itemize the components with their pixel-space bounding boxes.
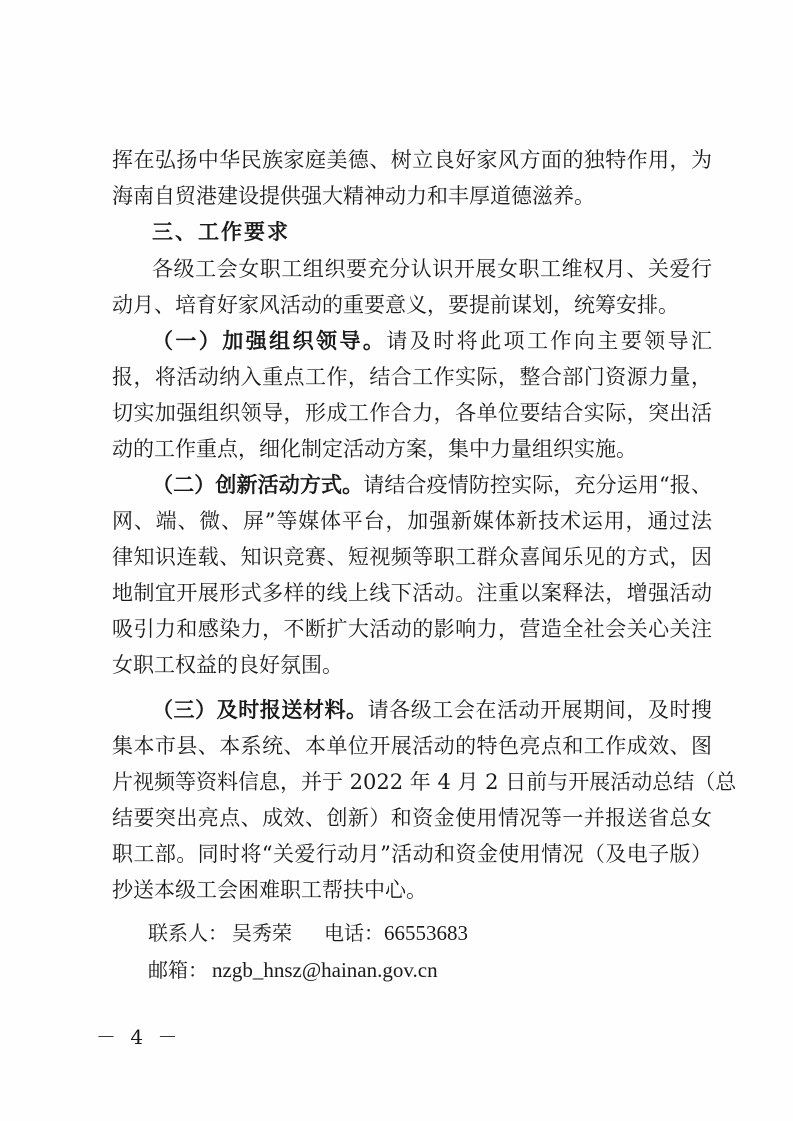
- contact-phone-value: 66553683: [384, 921, 468, 945]
- paragraph-line: 吸引力和感染力，不断扩大活动的影响力，营造全社会关心关注: [112, 617, 712, 641]
- section-heading: 三、工作要求: [152, 220, 290, 244]
- paragraph-line: 抄送本级工会困难职工帮扶中心。: [112, 878, 427, 902]
- subheading-lead: （一）加强组织领导。: [152, 329, 387, 353]
- page-number: － 4 －: [96, 1025, 182, 1049]
- subheading-lead: （二）创新活动方式。: [152, 473, 364, 497]
- contact-person-name: 吴秀荣: [232, 921, 292, 945]
- paragraph-line: 职工部。同时将“关爱行动月”活动和资金使用情况（及电子版）: [112, 842, 712, 866]
- contact-email-value: nzgb_hnsz@hainan.gov.cn: [212, 958, 438, 982]
- paragraph-text: 请各级工会在活动开展期间，及时搜: [367, 698, 713, 722]
- paragraph-first-line: [152, 467, 712, 503]
- paragraph-text: 请及时将此项工作向主要领导汇: [386, 329, 713, 353]
- paragraph-line: 报，将活动纳入重点工作，结合工作实际，整合部门资源力量，: [112, 365, 712, 389]
- contact-person-label: 联系人：: [148, 921, 228, 945]
- paragraph-first-line: [152, 323, 712, 359]
- paragraph-line: 结要突出亮点、成效、创新）和资金使用情况等一并报送省总女: [112, 806, 712, 830]
- paragraph-line: 动的工作重点，细化制定活动方案，集中力量组织实施。: [112, 437, 637, 461]
- paragraph-text: 请结合疫情防控实际，充分运用“报、: [363, 473, 713, 497]
- contact-phone-label: 电话：: [324, 921, 384, 945]
- paragraph-line: 集本市县、本系统、本单位开展活动的特色亮点和工作成效、图: [112, 734, 712, 758]
- paragraph-line: 切实加强组织领导，形成工作合力，各单位要结合实际，突出活: [112, 401, 712, 425]
- paragraph-line: 律知识连载、知识竞赛、短视频等职工群众喜闻乐见的方式，因: [112, 545, 712, 569]
- paragraph-line: 动月、培育好家风活动的重要意义，要提前谋划，统筹安排。: [112, 293, 679, 317]
- contact-email-label: 邮箱：: [148, 958, 208, 982]
- contact-email-line: [148, 952, 438, 988]
- paragraph-line: 海南自贸港建设提供强大精神动力和丰厚道德滋养。: [112, 184, 595, 208]
- paragraph-line: 地制宜开展形式多样的线上线下活动。注重以案释法，增强活动: [112, 581, 712, 605]
- paragraph-line: 网、端、微、屏”等媒体平台，加强新媒体新技术运用，通过法: [112, 509, 712, 533]
- subheading-lead: （三）及时报送材料。: [152, 698, 368, 722]
- paragraph-line: 挥在弘扬中华民族家庭美德、树立良好家风方面的独特作用，为: [112, 148, 712, 172]
- paragraph-line: 片视频等资料信息，并于 2022 年 4 月 2 日前与开展活动总结（总: [112, 770, 737, 794]
- paragraph-line: 各级工会女职工组织要充分认识开展女职工维权月、关爱行: [152, 257, 712, 281]
- paragraph-first-line: [152, 692, 712, 728]
- paragraph-line: 女职工权益的良好氛围。: [112, 653, 343, 677]
- contact-person-line: [148, 915, 468, 951]
